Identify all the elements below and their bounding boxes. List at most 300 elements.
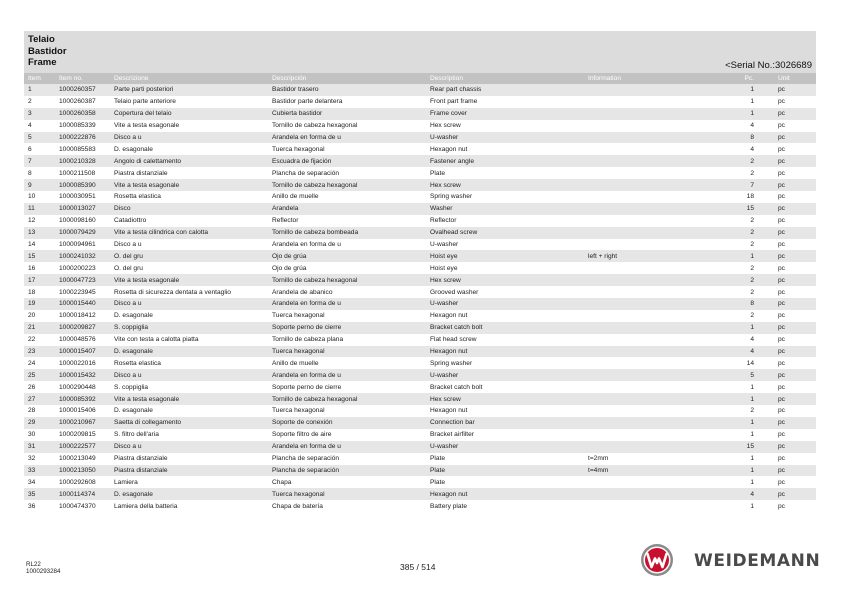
cell-descripcion: Plancha de separación <box>272 455 340 463</box>
cell-information <box>584 357 714 369</box>
table-row <box>24 488 816 500</box>
cell-information <box>584 429 714 441</box>
table-row <box>24 96 816 108</box>
cell-pc: 7 <box>714 179 774 191</box>
cell-description: Hexagon nut <box>430 407 468 415</box>
cell-descripcion: Tuerca hexagonal <box>272 145 325 153</box>
cell-descrizione: Vite a testa esagonale <box>110 179 268 191</box>
table-row <box>24 155 816 167</box>
cell-unit: pc <box>774 346 816 358</box>
cell-information <box>584 417 714 429</box>
table-row <box>24 441 816 453</box>
cell-descripcion: Tornillo de cabeza hexagonal <box>268 274 426 286</box>
cell-descripcion: Ojo de grúa <box>268 250 426 262</box>
cell-item: 14 <box>28 241 36 249</box>
cell-descripcion: Ojo de grúa <box>272 264 307 272</box>
col-header-descripcion: Descripción <box>268 73 426 84</box>
cell-item-no: 1000098160 <box>59 217 96 225</box>
cell-unit: pc <box>778 264 785 272</box>
cell-pc: 4 <box>714 488 774 500</box>
table-row <box>24 215 816 227</box>
cell-item: 27 <box>24 393 55 405</box>
serial-number: <Serial No.:3026689 <box>725 60 812 71</box>
cell-descrizione: Copertura del telaio <box>110 108 268 120</box>
cell-descrizione: Vite a testa esagonale <box>110 393 268 405</box>
cell-unit: pc <box>774 84 816 96</box>
table-row <box>24 239 816 251</box>
weidemann-logo-icon <box>640 543 674 577</box>
cell-item: 3 <box>24 108 55 120</box>
cell-description: Hexagon nut <box>426 488 584 500</box>
parts-table <box>24 73 816 512</box>
cell-descrizione: Catadiottro <box>114 217 147 225</box>
cell-pc: 2 <box>750 241 754 249</box>
cell-item-no: 1000222577 <box>55 441 110 453</box>
title-italian: Telaio <box>28 34 55 45</box>
cell-item-no: 1000200223 <box>59 264 96 272</box>
col-header-descrizione: Descrizione <box>110 73 268 84</box>
cell-item: 22 <box>28 336 36 344</box>
table-row <box>24 465 816 477</box>
cell-item-no: 1000290448 <box>59 383 96 391</box>
cell-description: U-washer <box>426 369 584 381</box>
cell-pc: 1 <box>714 250 774 262</box>
cell-item-no: 1000085583 <box>59 145 96 153</box>
cell-description: Bracket catch bolt <box>430 383 483 391</box>
cell-descripcion: Bastidor parte delantera <box>272 98 343 106</box>
table-row <box>24 417 816 429</box>
cell-item: 1 <box>24 84 55 96</box>
cell-description: Battery plate <box>430 502 468 510</box>
table-header-row <box>24 73 816 84</box>
table-row <box>24 500 816 512</box>
cell-pc: 2 <box>750 264 754 272</box>
cell-descripcion: Arandela <box>268 203 426 215</box>
cell-information <box>584 346 714 358</box>
table-row <box>24 310 816 322</box>
cell-descripcion: Soporte perno de cierre <box>272 383 342 391</box>
cell-information <box>584 108 714 120</box>
col-header-item: Item <box>24 73 55 84</box>
cell-item: 7 <box>24 155 55 167</box>
cell-unit: pc <box>774 203 816 215</box>
col-header-information: Information <box>584 73 714 84</box>
cell-description: Flat head screw <box>430 336 477 344</box>
cell-description: Hoist eye <box>430 264 458 272</box>
cell-item-no: 1000223945 <box>59 288 96 296</box>
table-row <box>24 429 816 441</box>
cell-item-no: 1000048576 <box>59 336 96 344</box>
cell-unit: pc <box>778 502 785 510</box>
cell-item-no: 1000211508 <box>59 169 96 177</box>
cell-descripcion: Chapa de batería <box>272 502 323 510</box>
cell-item: 23 <box>24 346 55 358</box>
cell-descrizione: S. coppiglia <box>114 383 149 391</box>
cell-item-no: 1000241032 <box>55 250 110 262</box>
cell-pc: 2 <box>750 217 754 225</box>
cell-descrizione: Piastra distanziale <box>114 169 168 177</box>
table-row <box>24 476 816 488</box>
cell-item: 4 <box>28 122 32 130</box>
cell-description: U-washer <box>426 132 584 144</box>
table-row <box>24 179 816 191</box>
cell-descripcion: Arandela en forma de u <box>268 132 426 144</box>
cell-descrizione: Lamiera della batteria <box>114 502 178 510</box>
cell-unit: pc <box>778 383 785 391</box>
table-row <box>24 346 816 358</box>
title-spanish: Bastidor <box>28 45 67 57</box>
cell-descripcion: Reflector <box>272 217 299 225</box>
table-row <box>24 381 816 393</box>
cell-item-no: 1000015440 <box>55 298 110 310</box>
cell-information <box>584 191 714 203</box>
cell-item: 24 <box>28 359 36 367</box>
cell-descrizione: S. coppiglia <box>110 322 268 334</box>
cell-pc: 1 <box>750 431 754 439</box>
cell-unit: pc <box>778 288 785 296</box>
cell-pc: 1 <box>750 383 754 391</box>
cell-item-no: 1000474370 <box>59 502 96 510</box>
cell-information <box>584 215 714 227</box>
cell-item: 31 <box>24 441 55 453</box>
cell-unit: pc <box>778 312 785 320</box>
cell-description: Plate <box>430 478 446 486</box>
cell-descripcion: Arandela en forma de u <box>272 241 341 249</box>
cell-pc: 4 <box>750 145 754 153</box>
cell-item-no: 1000209827 <box>55 322 110 334</box>
cell-item: 30 <box>28 431 36 439</box>
cell-descrizione: Disco a u <box>110 132 268 144</box>
cell-item: 5 <box>24 132 55 144</box>
col-header-pc: Pc. <box>714 73 774 84</box>
cell-item-no: 1000260358 <box>55 108 110 120</box>
table-row <box>24 120 816 132</box>
cell-pc: 4 <box>714 346 774 358</box>
cell-pc: 5 <box>714 369 774 381</box>
cell-unit: pc <box>774 322 816 334</box>
cell-item: 10 <box>28 193 36 201</box>
table-row <box>24 357 816 369</box>
cell-information <box>584 167 714 179</box>
cell-item-no: 1000013027 <box>55 203 110 215</box>
cell-item: 25 <box>24 369 55 381</box>
cell-information <box>584 405 714 417</box>
table-row <box>24 322 816 334</box>
cell-item-no: 1000114374 <box>55 488 110 500</box>
col-header-item-no: Item no. <box>55 73 110 84</box>
cell-information <box>584 488 714 500</box>
cell-unit: pc <box>774 132 816 144</box>
cell-item: 15 <box>24 250 55 262</box>
cell-descripcion: Bastidor trasero <box>268 84 426 96</box>
cell-descripcion: Anillo de muelle <box>272 359 319 367</box>
cell-description: U-washer <box>426 441 584 453</box>
cell-information <box>584 155 714 167</box>
cell-descrizione: Lamiera <box>114 478 138 486</box>
cell-item-no: 1000260387 <box>59 98 96 106</box>
cell-unit: pc <box>778 478 785 486</box>
cell-descrizione: Angolo di calettamento <box>110 155 268 167</box>
cell-information <box>584 96 714 108</box>
cell-item-no: 1000210967 <box>55 417 110 429</box>
cell-description: Bracket catch bolt <box>426 322 584 334</box>
cell-unit: pc <box>774 441 816 453</box>
cell-descrizione: Disco a u <box>110 298 268 310</box>
cell-pc: 2 <box>750 169 754 177</box>
cell-pc: 8 <box>714 132 774 144</box>
cell-item-no: 1000015407 <box>55 346 110 358</box>
section-titles <box>28 34 67 69</box>
cell-description: Hex screw <box>426 274 584 286</box>
cell-unit: pc <box>774 227 816 239</box>
cell-description: Ovalhead screw <box>426 227 584 239</box>
cell-information <box>584 322 714 334</box>
cell-descrizione: Piastra distanziale <box>110 465 268 477</box>
col-header-description: Description <box>426 73 584 84</box>
cell-pc: 18 <box>746 193 754 201</box>
cell-descripcion: Arandela en forma de u <box>268 298 426 310</box>
cell-item: 17 <box>24 274 55 286</box>
table-row <box>24 393 816 405</box>
cell-information <box>584 84 714 96</box>
cell-item-no: 1000079429 <box>55 227 110 239</box>
cell-description: Rear part chassis <box>426 84 584 96</box>
cell-description: Hex screw <box>426 179 584 191</box>
cell-descrizione: Saetta di collegamento <box>110 417 268 429</box>
cell-item: 33 <box>24 465 55 477</box>
cell-item-no: 1000085392 <box>55 393 110 405</box>
cell-item: 28 <box>28 407 36 415</box>
cell-item: 21 <box>24 322 55 334</box>
cell-descrizione: Rosetta elastica <box>114 359 161 367</box>
cell-pc: 1 <box>714 322 774 334</box>
table-row <box>24 369 816 381</box>
cell-descripcion: Arandela en forma de u <box>268 441 426 453</box>
cell-pc: 2 <box>714 227 774 239</box>
cell-description: Fastener angle <box>426 155 584 167</box>
cell-unit: pc <box>778 455 785 463</box>
cell-unit: pc <box>778 98 785 106</box>
cell-descrizione: Vite a testa cilindrica con calotta <box>110 227 268 239</box>
table-row <box>24 203 816 215</box>
cell-item: 13 <box>24 227 55 239</box>
table-row <box>24 334 816 346</box>
cell-descripcion: Chapa <box>272 478 292 486</box>
cell-information <box>584 143 714 155</box>
cell-descripcion: Tornillo de cabeza hexagonal <box>268 393 426 405</box>
cell-description: U-washer <box>426 298 584 310</box>
cell-description: Spring washer <box>430 193 473 201</box>
cell-information <box>584 120 714 132</box>
cell-descripcion: Arandela en forma de u <box>268 369 426 381</box>
cell-item-no: 1000015432 <box>55 369 110 381</box>
cell-information <box>584 393 714 405</box>
cell-unit: pc <box>778 217 785 225</box>
cell-unit: pc <box>778 431 785 439</box>
cell-pc: 2 <box>750 288 754 296</box>
table-row <box>24 274 816 286</box>
cell-information <box>584 441 714 453</box>
cell-item: 36 <box>28 502 36 510</box>
cell-descripcion: Tornillo de cabeza hexagonal <box>272 122 358 130</box>
cell-information <box>584 227 714 239</box>
cell-description: Reflector <box>430 217 457 225</box>
cell-unit: pc <box>774 250 816 262</box>
cell-item-no: 1000022016 <box>59 359 96 367</box>
cell-item: 26 <box>28 383 36 391</box>
cell-pc: 1 <box>750 478 754 486</box>
cell-unit: pc <box>774 108 816 120</box>
cell-descripcion: Tuerca hexagonal <box>268 488 426 500</box>
cell-information <box>584 298 714 310</box>
table-row <box>24 262 816 274</box>
cell-information <box>584 500 714 512</box>
cell-item: 2 <box>28 98 32 106</box>
cell-information <box>584 179 714 191</box>
cell-descrizione: D. esagonale <box>114 312 153 320</box>
cell-unit: pc <box>774 179 816 191</box>
cell-pc: 2 <box>714 155 774 167</box>
cell-item: 11 <box>24 203 55 215</box>
cell-item: 35 <box>24 488 55 500</box>
cell-descrizione: Disco a u <box>110 369 268 381</box>
cell-item-no: 1000015406 <box>59 407 96 415</box>
cell-pc: 14 <box>746 359 754 367</box>
table-row <box>24 286 816 298</box>
cell-pc: 4 <box>750 336 754 344</box>
cell-item-no: 1000018412 <box>59 312 96 320</box>
cell-item: 19 <box>24 298 55 310</box>
cell-pc: 1 <box>750 98 754 106</box>
cell-unit: pc <box>774 393 816 405</box>
cell-information: t=4mm <box>584 465 714 477</box>
cell-information <box>584 381 714 393</box>
cell-unit: pc <box>778 193 785 201</box>
cell-information <box>584 239 714 251</box>
cell-item: 12 <box>28 217 36 225</box>
brand-name: WEIDEMANN <box>694 551 821 571</box>
cell-item-no: 1000047723 <box>55 274 110 286</box>
cell-description: Hexagon nut <box>430 145 468 153</box>
cell-unit: pc <box>778 241 785 249</box>
cell-unit: pc <box>774 417 816 429</box>
table-row <box>24 191 816 203</box>
cell-pc: 1 <box>714 393 774 405</box>
cell-descrizione: Vite a testa esagonale <box>110 274 268 286</box>
cell-descripcion: Soporte filtro de aire <box>272 431 332 439</box>
cell-information <box>584 476 714 488</box>
cell-pc: 15 <box>714 203 774 215</box>
cell-descrizione: Disco <box>110 203 268 215</box>
cell-pc: 1 <box>714 84 774 96</box>
cell-descripcion: Tuerca hexagonal <box>272 407 325 415</box>
cell-description: Hoist eye <box>426 250 584 262</box>
cell-information <box>584 334 714 346</box>
cell-descripcion: Plancha de separación <box>268 465 426 477</box>
cell-information <box>584 310 714 322</box>
cell-item: 18 <box>28 288 36 296</box>
footer-doc-info <box>26 561 60 575</box>
cell-item-no: 1000213050 <box>55 465 110 477</box>
cell-information <box>584 286 714 298</box>
cell-descripcion: Tuerca hexagonal <box>272 312 325 320</box>
table-row <box>24 250 816 262</box>
cell-item-no: 1000222876 <box>55 132 110 144</box>
model-code: RL22 <box>26 561 41 568</box>
cell-item-no: 1000085390 <box>55 179 110 191</box>
cell-pc: 1 <box>714 417 774 429</box>
cell-item: 34 <box>28 478 36 486</box>
table-row <box>24 453 816 465</box>
table-row <box>24 167 816 179</box>
cell-descrizione: D. esagonale <box>110 488 268 500</box>
cell-description: Plate <box>430 169 446 177</box>
cell-pc: 1 <box>750 502 754 510</box>
cell-description: Front part frame <box>430 98 478 106</box>
table-row <box>24 143 816 155</box>
cell-description: Bracket airfilter <box>430 431 474 439</box>
cell-unit: pc <box>774 465 816 477</box>
cell-unit: pc <box>774 274 816 286</box>
cell-descrizione: Disco a u <box>114 241 142 249</box>
cell-descripcion: Cubierta bastidor <box>268 108 426 120</box>
table-row <box>24 132 816 144</box>
cell-description: Hex screw <box>426 393 584 405</box>
cell-description: Plate <box>430 455 446 463</box>
cell-information <box>584 203 714 215</box>
cell-descrizione: Disco a u <box>110 441 268 453</box>
cell-unit: pc <box>778 407 785 415</box>
cell-descripcion: Tornillo de cabeza hexagonal <box>268 179 426 191</box>
cell-descrizione: D. esagonale <box>114 407 153 415</box>
cell-descripcion: Soporte de conexión <box>268 417 426 429</box>
cell-pc: 2 <box>750 312 754 320</box>
table-row <box>24 405 816 417</box>
cell-descrizione: Vite a testa esagonale <box>114 122 180 130</box>
cell-descripcion: Soporte perno de cierre <box>268 322 426 334</box>
cell-unit: pc <box>774 298 816 310</box>
cell-item-no: 1000094961 <box>59 241 96 249</box>
cell-descrizione: Telaio parte anteriore <box>114 98 176 106</box>
cell-description: Washer <box>426 203 584 215</box>
cell-descrizione: Rosetta elastica <box>114 193 161 201</box>
cell-unit: pc <box>774 369 816 381</box>
cell-descrizione: Vite con testa a calotta piatta <box>114 336 199 344</box>
cell-item-no: 1000209815 <box>59 431 96 439</box>
cell-description: Hexagon nut <box>430 312 468 320</box>
cell-descrizione: D. esagonale <box>114 145 153 153</box>
cell-unit: pc <box>774 488 816 500</box>
cell-unit: pc <box>774 155 816 167</box>
cell-descrizione: S. filtro dell'aria <box>114 431 159 439</box>
cell-pc: 2 <box>750 407 754 415</box>
cell-unit: pc <box>778 336 785 344</box>
cell-descrizione: Rosetta di sicurezza dentata a ventaglio <box>114 288 231 296</box>
cell-information <box>584 262 714 274</box>
cell-item-no: 1000260357 <box>55 84 110 96</box>
cell-unit: pc <box>778 145 785 153</box>
cell-item: 32 <box>28 455 36 463</box>
cell-description: Plate <box>426 465 584 477</box>
cell-description: Frame cover <box>426 108 584 120</box>
cell-pc: 1 <box>714 465 774 477</box>
cell-description: Spring washer <box>430 359 473 367</box>
cell-item: 9 <box>24 179 55 191</box>
col-header-unit: Unit <box>774 73 816 84</box>
table-row <box>24 298 816 310</box>
cell-description: Connection bar <box>426 417 584 429</box>
cell-information: t=2mm <box>588 455 609 463</box>
